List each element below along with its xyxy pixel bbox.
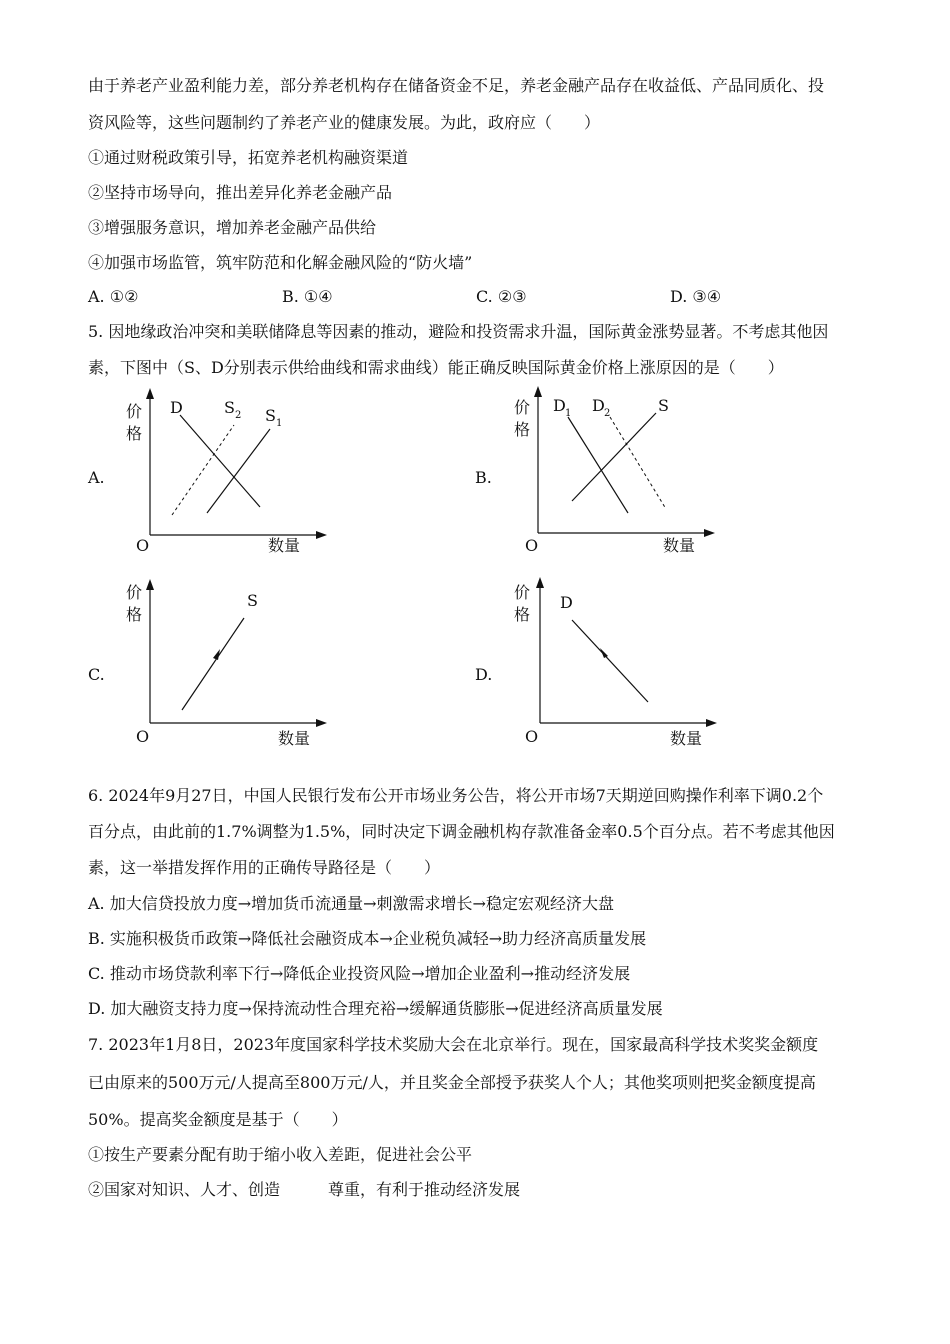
y-axis-label-2: 格 (514, 420, 531, 439)
q6-option-d: D. 加大融资支持力度→保持流动性合理充裕→缓解通货膨胀→促进经济高质量发展 (88, 999, 663, 1018)
x-axis-label: 数量 (278, 729, 311, 748)
q5-graph-b-label: B. (475, 468, 492, 487)
curve-label-d: D (560, 593, 573, 612)
demand-curve-d2 (610, 417, 666, 509)
q5-graph-a (110, 385, 330, 560)
q6-option-a: A. 加大信贷投放力度→增加货币流通量→刺激需求增长→稳定宏观经济大盘 (88, 894, 614, 913)
q6-stem-line-1: 6. 2024年9月27日，中国人民银行发布公开市场业务公告，将公开市场7天期逆回购操作利率下调0.2个 (88, 786, 824, 805)
q4-statement-1: ①通过财税政策引导，拓宽养老机构融资渠道 (88, 148, 409, 167)
curve-label-s1: S (265, 406, 276, 425)
curve-label-d: D (170, 398, 183, 417)
q5-graph-b (500, 385, 720, 560)
q6-stem-line-3: 素，这一举措发挥作用的正确传导路径是（ ） (88, 858, 441, 877)
y-axis-label-1: 价 (514, 583, 531, 602)
q5-graph-c (110, 578, 330, 753)
q5-graph-d (500, 578, 720, 753)
q5-stem-line-2: 素，下图中（S、D分别表示供给曲线和需求曲线）能正确反映国际黄金价格上涨原因的是（ ） (88, 358, 784, 377)
x-axis-label: 数量 (663, 536, 696, 555)
curve-label-s: S (247, 591, 258, 610)
x-axis-arrow (706, 719, 717, 727)
q7-statement-1: ①按生产要素分配有助于缩小收入差距，促进社会公平 (88, 1145, 473, 1164)
q6-stem-line-2: 百分点，由此前的1.7%调整为1.5%，同时决定下调金融机构存款准备金率0.5个百分点。若不考虑其他因 (88, 822, 835, 841)
q5-graph-c-label: C. (88, 665, 105, 684)
supply-curve-s1 (207, 429, 270, 513)
origin-label: O (136, 536, 150, 555)
movement-arrow (600, 648, 608, 658)
q4-option-c: C. ②③ (476, 287, 527, 306)
origin-label: O (136, 727, 150, 746)
q4-statement-3: ③增强服务意识，增加养老金融产品供给 (88, 218, 377, 237)
q4-option-b: B. ①④ (282, 287, 333, 306)
curve-label-d1-sub: 1 (565, 408, 572, 419)
supply-curve-s (572, 413, 656, 501)
curve-label-s2: S (224, 398, 235, 417)
q4-option-d: D. ③④ (670, 287, 722, 306)
curve-label-s: S (658, 396, 669, 415)
q5-stem-line-1: 5. 因地缘政治冲突和美联储降息等因素的推动，避险和投资需求升温，国际黄金涨势显著。不考虑其他因 (88, 322, 829, 341)
q4-option-a: A. ①② (88, 287, 139, 306)
x-axis-arrow (316, 531, 327, 539)
demand-curve-d1 (568, 417, 628, 513)
x-axis-arrow (704, 529, 715, 537)
q6-option-b: B. 实施积极货币政策→降低社会融资成本→企业税负减轻→助力经济高质量发展 (88, 929, 647, 948)
q5-graph-a-label: A. (88, 468, 105, 487)
x-axis-arrow (316, 719, 327, 727)
q7-stem-line-3: 50%。提高奖金额度是基于（ ） (88, 1110, 348, 1129)
demand-curve-d (180, 415, 260, 507)
curve-label-s2-sub: 2 (235, 410, 242, 421)
q4-statement-2: ②坚持市场导向，推出差异化养老金融产品 (88, 183, 393, 202)
movement-arrow (213, 649, 220, 660)
origin-label: O (525, 536, 539, 555)
y-axis-label-2: 格 (126, 605, 143, 624)
x-axis-label: 数量 (268, 536, 301, 555)
curve-label-d2: D (592, 396, 605, 415)
origin-label: O (525, 727, 539, 746)
y-axis-arrow (534, 386, 542, 397)
q7-stem-line-2: 已由原来的500万元/人提高至800万元/人，并且奖金全部授予获奖人个人；其他奖项则把奖金额度提高 (88, 1073, 816, 1092)
y-axis-label-1: 价 (126, 402, 143, 421)
q6-option-c: C. 推动市场贷款利率下行→降低企业投资风险→增加企业盈利→推动经济发展 (88, 964, 631, 983)
q4-statement-4: ④加强市场监管，筑牢防范和化解金融风险的“防火墙” (88, 253, 473, 272)
curve-label-d2-sub: 2 (604, 408, 611, 419)
y-axis-label-2: 格 (514, 605, 531, 624)
x-axis-label: 数量 (670, 729, 703, 748)
curve-label-s1-sub: 1 (276, 418, 283, 429)
y-axis-arrow (146, 388, 154, 399)
supply-curve-s2 (172, 425, 234, 515)
q5-graph-d-label: D. (475, 665, 493, 684)
curve-label-d1: D (553, 396, 566, 415)
q4-stem-line-1: 由于养老产业盈利能力差，部分养老机构存在储备资金不足，养老金融产品存在收益低、产品同质化、投 (88, 76, 825, 95)
y-axis-label-2: 格 (126, 424, 143, 443)
y-axis-label-1: 价 (126, 583, 143, 602)
supply-curve-s (182, 618, 244, 710)
y-axis-arrow (536, 577, 544, 588)
y-axis-arrow (146, 579, 154, 590)
demand-curve-d (572, 620, 648, 702)
q7-stem-line-1: 7. 2023年1月8日，2023年度国家科学技术奖励大会在北京举行。现在，国家最高科学技术奖奖金额度 (88, 1035, 819, 1054)
y-axis-label-1: 价 (514, 398, 531, 417)
q7-statement-2: ②国家对知识、人才、创造 尊重，有利于推动经济发展 (88, 1180, 521, 1199)
q4-stem-line-2: 资风险等，这些问题制约了养老产业的健康发展。为此，政府应（ ） (88, 113, 601, 132)
